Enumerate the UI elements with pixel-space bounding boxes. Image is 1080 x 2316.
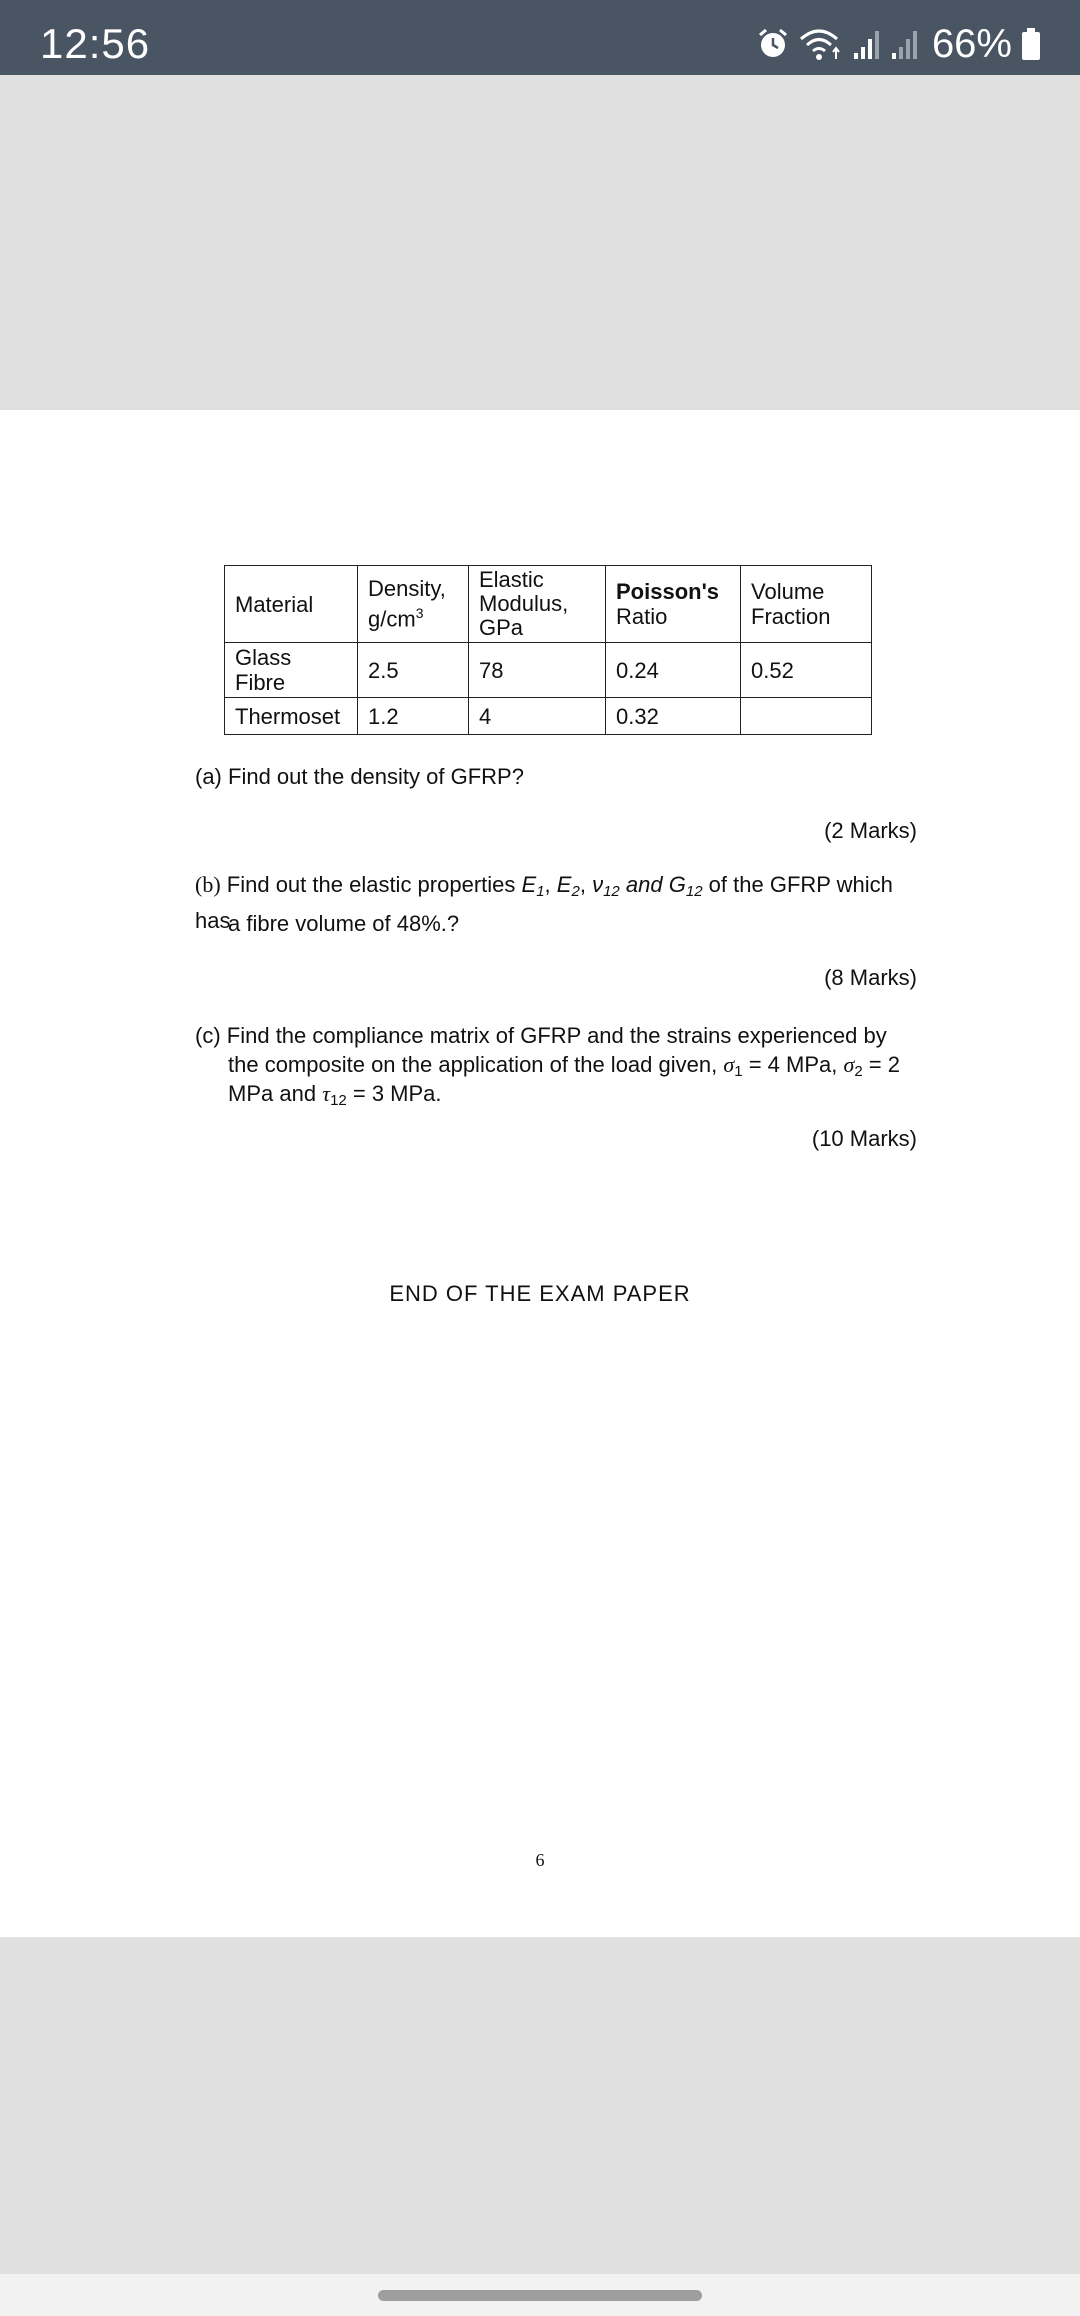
cell-modulus: 4 <box>469 698 606 735</box>
question-a-text: Find out the density of GFRP? <box>228 764 524 789</box>
cell-poisson: 0.32 <box>606 698 741 735</box>
header-poissons-ratio: Poisson's Ratio <box>606 566 741 643</box>
battery-percentage: 66% <box>931 21 1012 66</box>
clock: 12:56 <box>40 20 151 67</box>
question-c-line-3: MPa and $\tau_{12} = 3$ MPa. <box>228 1081 442 1109</box>
wifi-icon <box>798 27 844 61</box>
signal-icon <box>852 27 882 61</box>
cell-volume <box>741 698 872 735</box>
page-number: 6 <box>535 1850 545 1870</box>
question-c-line-2: the composite on the application of the load given, $\sigma_1 = 4$ MPa, $\sigma_2 = 2$ <box>228 1052 900 1080</box>
document-page[interactable] <box>0 410 1080 1937</box>
end-of-paper: END OF THE EXAM PAPER <box>389 1281 691 1306</box>
table-row <box>225 643 872 698</box>
question-b-continuation: a fibre volume of 48%.? <box>228 911 460 936</box>
question-a <box>195 762 524 791</box>
cell-poisson: 0.24 <box>606 643 741 698</box>
question-a-label: (a) <box>195 764 222 789</box>
cell-material: Thermoset <box>225 698 358 735</box>
table-row <box>225 698 872 735</box>
header-elastic-modulus: Elastic Modulus, GPa <box>469 566 606 643</box>
navigation-bar <box>0 2274 1080 2316</box>
header-volume-fraction: Volume Fraction <box>741 566 872 643</box>
home-gesture-handle[interactable] <box>378 2290 702 2301</box>
viewer-background-top <box>0 75 1080 410</box>
material-table <box>224 565 872 735</box>
cell-material: Glass Fibre <box>225 643 358 698</box>
status-bar <box>0 0 1080 75</box>
question-c: (c) Find the compliance matrix of GFRP and the strains experienced by <box>195 1023 887 1048</box>
cell-density: 1.2 <box>358 698 469 735</box>
header-density: Density, $g/cm^3$ <box>358 566 469 643</box>
question-b: (b) Find out the elastic properties $E_1$, $E_2$, $\nu_{12}$ and $G_{12}$ of the GFRP which has <box>195 872 893 933</box>
question-c-label: (c) <box>195 1023 221 1048</box>
cell-density: 2.5 <box>358 643 469 698</box>
alarm-icon <box>756 27 790 61</box>
status-icons <box>756 21 1042 66</box>
cell-modulus: 78 <box>469 643 606 698</box>
question-b-marks: (8 Marks) <box>824 965 917 990</box>
header-material: Material <box>225 566 358 643</box>
battery-icon <box>1020 27 1042 61</box>
question-c-marks: (10 Marks) <box>811 1126 917 1151</box>
viewer-background-bottom <box>0 1937 1080 2274</box>
question-a-marks: (2 Marks) <box>824 818 917 843</box>
cell-volume: 0.52 <box>741 643 872 698</box>
question-b-label: (b) <box>195 872 221 897</box>
table-header-row <box>225 566 872 643</box>
signal-icon <box>890 27 920 61</box>
